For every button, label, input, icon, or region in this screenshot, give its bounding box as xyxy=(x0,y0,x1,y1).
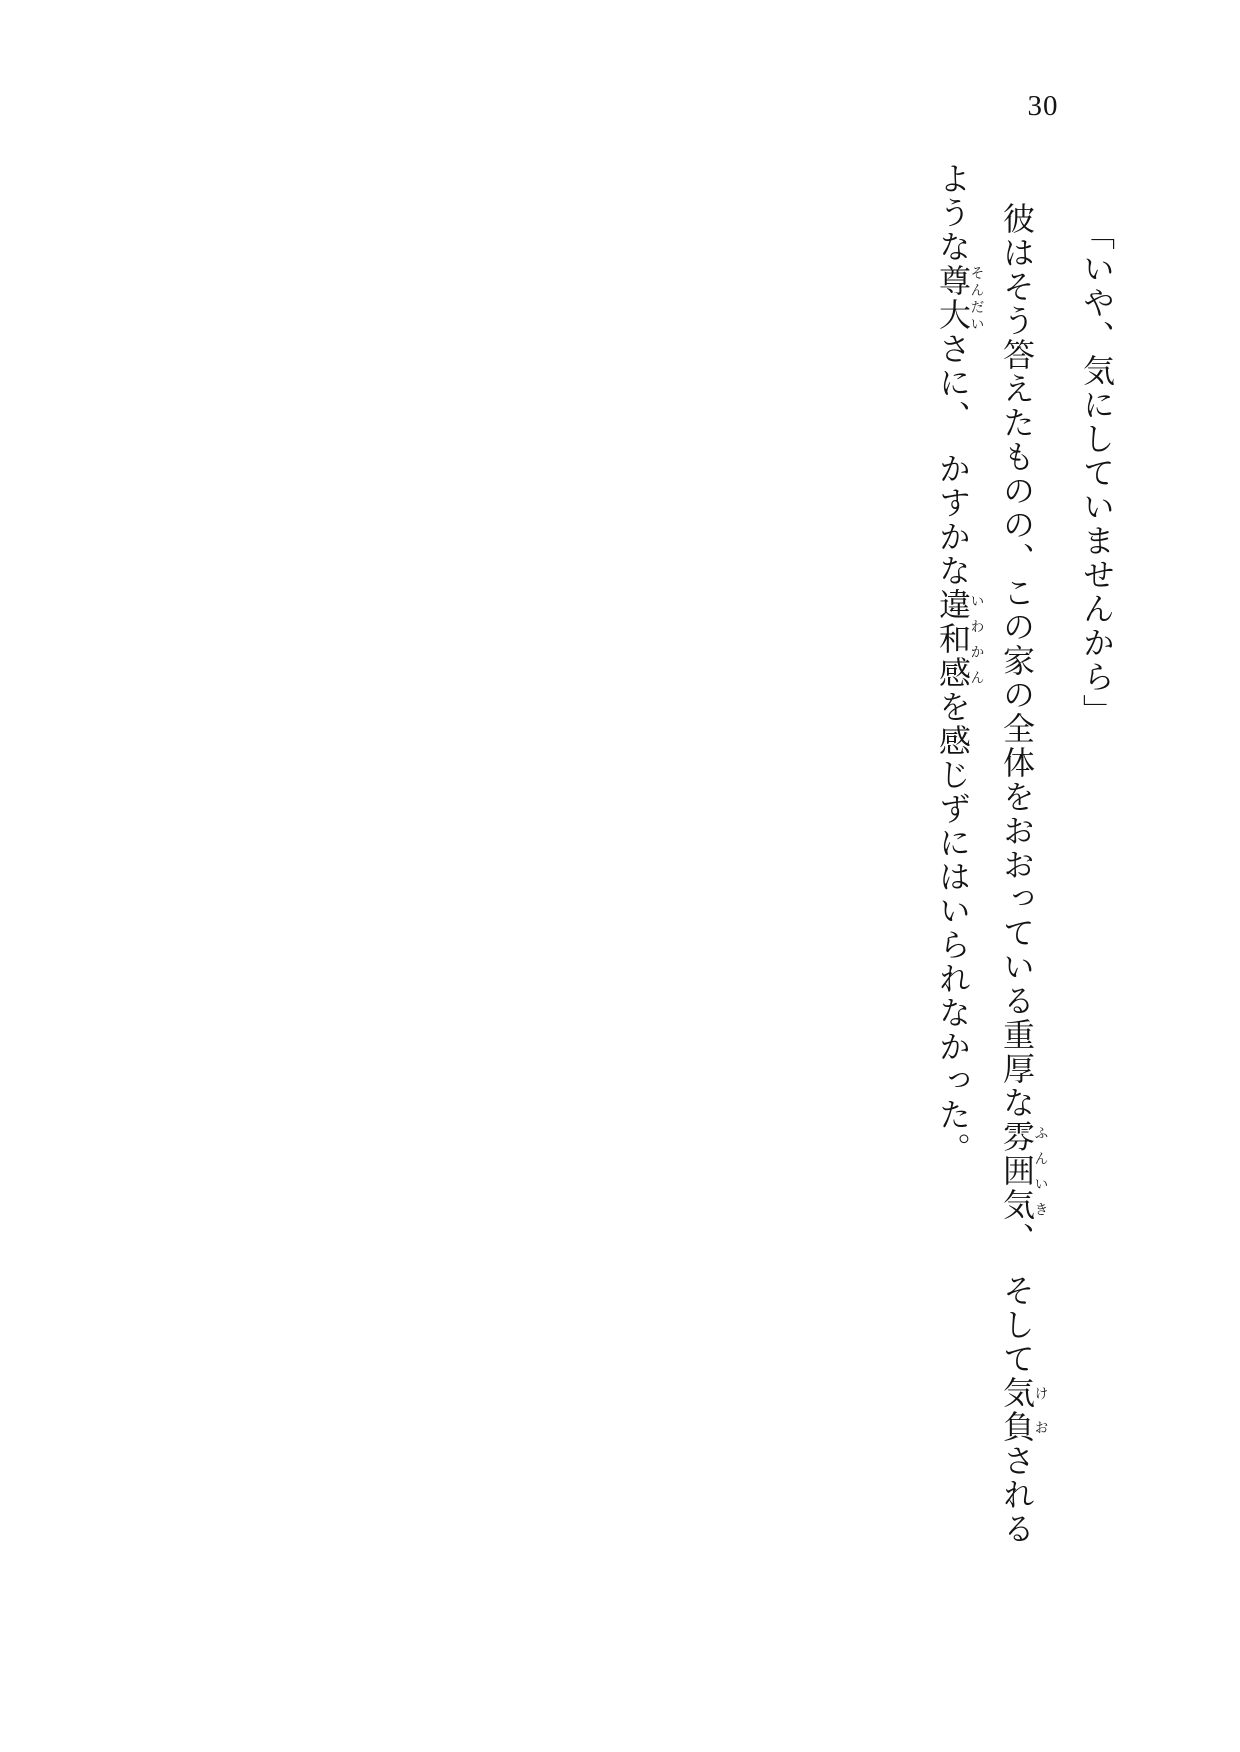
furigana-term: 気負けお xyxy=(999,1376,1048,1444)
text-column-narration-2: ような尊大そんだいさに、 かすかな違和感いわかんを感じずにはいられなかった。 xyxy=(935,162,984,1166)
text-column-dialogue: 「いや、気にしていませんから」 xyxy=(1079,218,1115,728)
furigana-term: 違和感いわかん xyxy=(935,588,984,690)
text-column-narration-1: 彼はそう答えたものの、この家の全体をおおっている重厚な雰囲気ふんいき、 そして気負けおされる xyxy=(999,202,1048,1546)
furigana-term: 尊大そんだい xyxy=(935,264,984,332)
page-number: 30 xyxy=(1027,90,1059,122)
furigana-term: 雰囲気ふんいき xyxy=(999,1120,1048,1222)
